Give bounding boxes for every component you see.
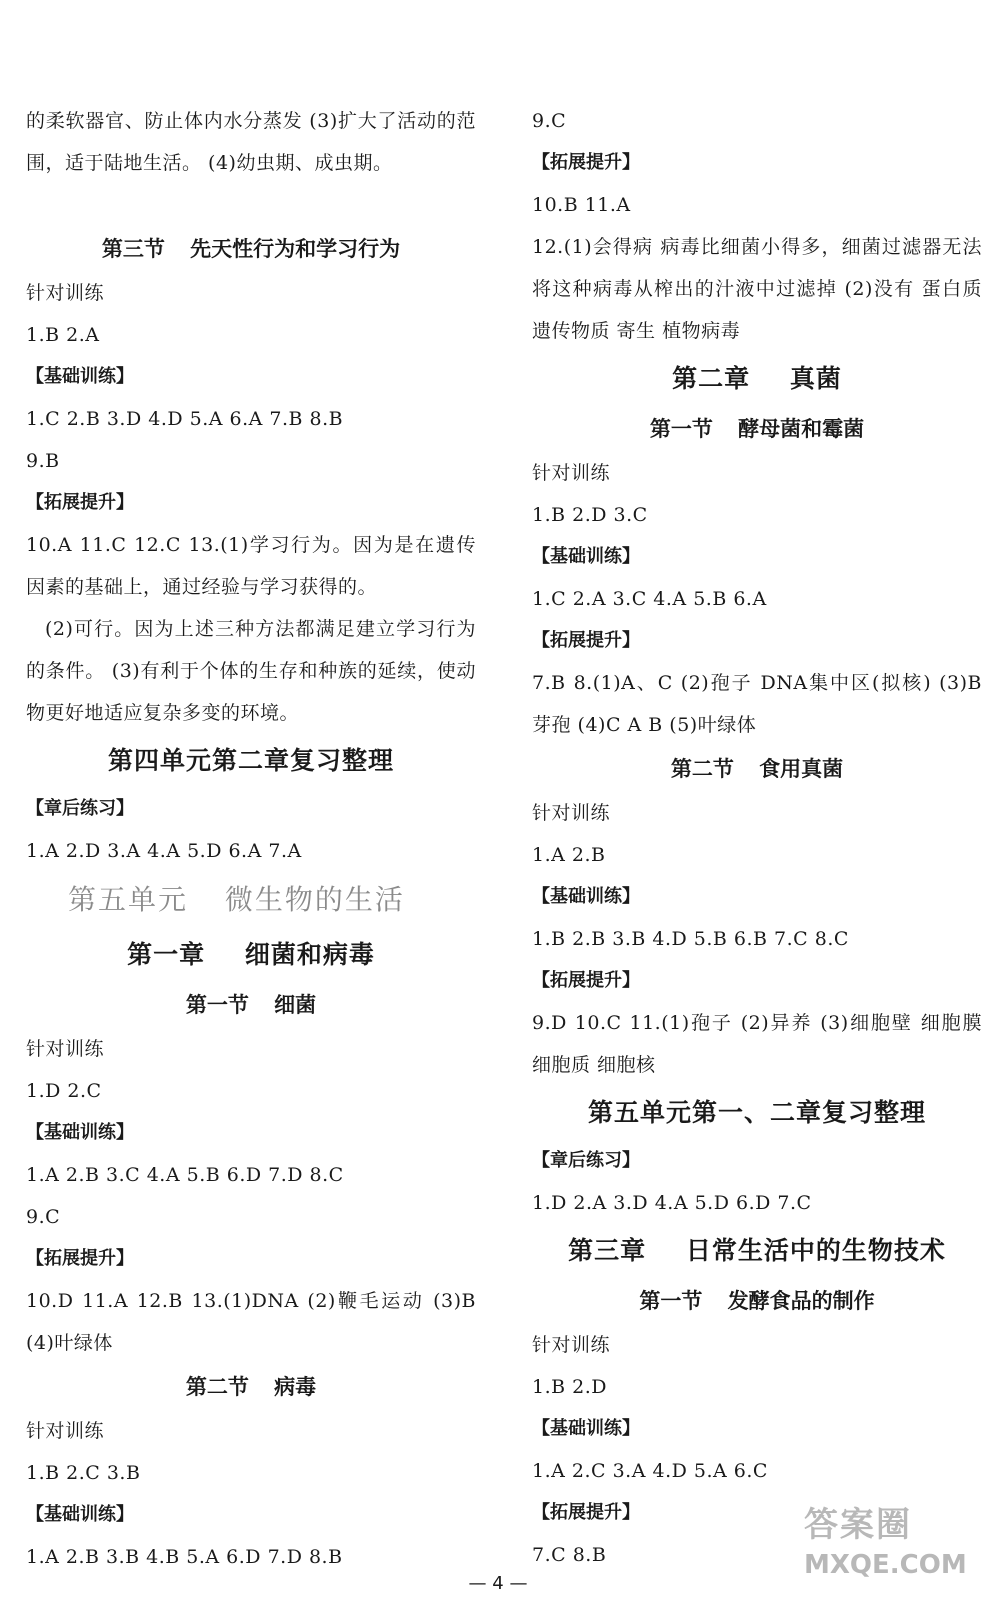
- label-targeted-training: 针对训练: [532, 462, 611, 484]
- review-heading: 第五单元第一、二章复习整理: [587, 1098, 926, 1127]
- answer-line: 1.A 2.B: [532, 844, 606, 866]
- paragraph: 10.D 11.A 12.B 13.(1)DNA (2)鞭毛运动 (3)B (4)叶绿体: [26, 1290, 476, 1354]
- paragraph: 10.A 11.C 12.C 13.(1)学习行为。因为是在遗传因素的基础上，通过经验与学习获得的。: [26, 534, 476, 598]
- answer-line: 1.B 2.A: [26, 324, 100, 346]
- answer-line: 1.B 2.C 3.B: [26, 1462, 141, 1484]
- label-chapter-exercises: 【章后练习】: [532, 1150, 640, 1171]
- paragraph: 9.D 10.C 11.(1)孢子 (2)异养 (3)细胞壁 细胞膜 细胞质 细胞核: [532, 1012, 982, 1076]
- answer-line: 1.D 2.A 3.D 4.A 5.D 6.D 7.C: [532, 1192, 812, 1214]
- label-chapter-exercises: 【章后练习】: [26, 798, 134, 819]
- label-extension: 【拓展提升】: [532, 630, 640, 651]
- label-targeted-training: 针对训练: [532, 802, 611, 824]
- label-basic-training: 【基础训练】: [26, 1122, 134, 1143]
- paragraph: 12.(1)会得病 病毒比细菌小得多，细菌过滤器无法将这种病毒从榨出的汁液中过滤掉 (2)没有 蛋白质 遗传物质 寄生 植物病毒: [532, 236, 982, 342]
- watermark-url: MXQE.COM: [804, 1550, 967, 1580]
- answer-line: 9.C: [532, 110, 567, 132]
- label-targeted-training: 针对训练: [26, 1038, 105, 1060]
- section-heading: 第二节 病毒: [185, 1375, 317, 1399]
- watermark-title: 答案圈: [804, 1505, 912, 1545]
- chapter-heading: 第二章 真菌: [672, 364, 842, 393]
- paragraph: (2)可行。因为上述三种方法都满足建立学习行为的条件。 (3)有利于个体的生存和种族的延续，使动物更好地适应复杂多变的环境。: [26, 618, 476, 724]
- review-heading: 第四单元第二章复习整理: [107, 746, 394, 775]
- label-extension: 【拓展提升】: [26, 492, 134, 513]
- answer-line: 1.A 2.B 3.C 4.A 5.B 6.D 7.D 8.C: [26, 1164, 344, 1186]
- label-basic-training: 【基础训练】: [532, 1418, 640, 1439]
- label-extension: 【拓展提升】: [532, 152, 640, 173]
- label-basic-training: 【基础训练】: [26, 1504, 134, 1525]
- page-number: — 4 —: [468, 1573, 528, 1594]
- chapter-heading: 第一章 细菌和病毒: [127, 940, 375, 969]
- unit-heading: 第五单元 微生物的生活: [68, 883, 405, 916]
- label-targeted-training: 针对训练: [532, 1334, 611, 1356]
- answer-line: 1.C 2.B 3.D 4.D 5.A 6.A 7.B 8.B: [26, 408, 344, 430]
- section-heading: 第一节 酵母菌和霉菌: [649, 417, 865, 441]
- label-basic-training: 【基础训练】: [532, 546, 640, 567]
- answer-line: 10.B 11.A: [532, 194, 631, 216]
- section-heading: 第一节 发酵食品的制作: [639, 1289, 875, 1313]
- answer-line: 9.C: [26, 1206, 61, 1228]
- answer-line: 1.C 2.A 3.C 4.A 5.B 6.A: [532, 588, 767, 610]
- section-heading: 第三节 先天性行为和学习行为: [101, 237, 401, 261]
- answer-line: 1.B 2.D: [532, 1376, 607, 1398]
- section-heading: 第一节 细菌: [185, 993, 317, 1017]
- label-extension: 【拓展提升】: [532, 1502, 640, 1523]
- answer-line: 1.A 2.D 3.A 4.A 5.D 6.A 7.A: [26, 840, 302, 862]
- label-extension: 【拓展提升】: [532, 970, 640, 991]
- chapter-heading: 第三章 日常生活中的生物技术: [568, 1236, 946, 1265]
- right-column: [532, 100, 982, 1576]
- label-targeted-training: 针对训练: [26, 282, 105, 304]
- paragraph: 7.B 8.(1)A、C (2)孢子 DNA集中区(拟核) (3)B 芽孢 (4)C A B (5)叶绿体: [532, 672, 982, 736]
- answer-line: 1.A 2.B 3.B 4.B 5.A 6.D 7.D 8.B: [26, 1546, 343, 1568]
- label-basic-training: 【基础训练】: [532, 886, 640, 907]
- paragraph: 的柔软器官、防止体内水分蒸发 (3)扩大了活动的范围，适于陆地生活。 (4)幼虫期、成虫期。: [26, 110, 476, 174]
- answer-line: 1.A 2.C 3.A 4.D 5.A 6.C: [532, 1460, 768, 1482]
- answer-line: 1.B 2.D 3.C: [532, 504, 648, 526]
- answer-line: 9.B: [26, 450, 60, 472]
- left-column: [26, 100, 476, 1578]
- answer-line: 7.C 8.B: [532, 1544, 607, 1566]
- answer-line: 1.D 2.C: [26, 1080, 102, 1102]
- label-targeted-training: 针对训练: [26, 1420, 105, 1442]
- section-heading: 第二节 食用真菌: [670, 757, 844, 781]
- answer-line: 1.B 2.B 3.B 4.D 5.B 6.B 7.C 8.C: [532, 928, 849, 950]
- label-basic-training: 【基础训练】: [26, 366, 134, 387]
- label-extension: 【拓展提升】: [26, 1248, 134, 1269]
